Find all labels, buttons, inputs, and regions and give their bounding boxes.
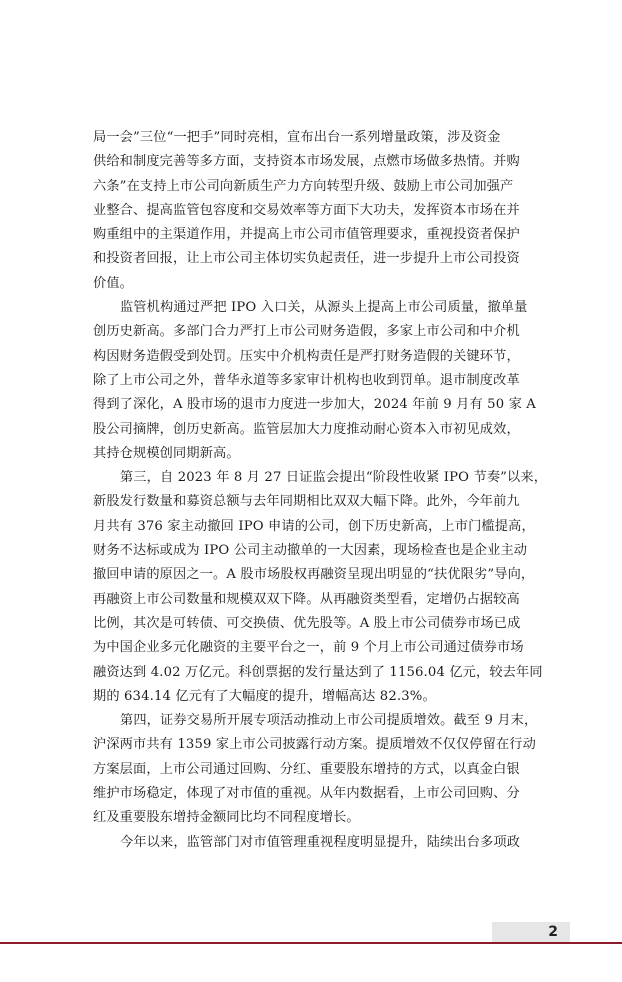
text-line: 月共有 376 家主动撤回 IPO 申请的公司，创下历史新高，上市门槛提高，: [93, 518, 535, 534]
text-line: 新股发行数量和募资总额与去年同期相比双双大幅下降。此外，今年前九: [93, 494, 520, 510]
text-line: 红及重要股东增持金额同比均不同程度增长。: [93, 810, 360, 826]
text-line: 财务不达标或成为 IPO 公司主动撤单的一大因素，现场检查也是企业主动: [93, 543, 528, 559]
text-line: 业整合、提高监管包容度和交易效率等方面下大功夫，发挥资本市场在并: [93, 202, 520, 218]
page-number-box: [492, 922, 570, 942]
text-line: 构因财务造假受到处罚。压实中介机构责任是严打财务造假的关键环节，: [93, 348, 520, 364]
text-line: 创历史新高。多部门合力严打上市公司财务造假，多家上市公司和中介机: [93, 324, 520, 340]
text-line: 沪深两市共有 1359 家上市公司披露行动方案。提质增效不仅仅停留在行动: [93, 737, 536, 753]
text-line: 为中国企业多元化融资的主要平台之一，前 9 个月上市公司通过债券市场: [93, 640, 524, 656]
text-line: 得到了深化，A 股市场的退市力度进一步加大，2024 年前 9 月有 50 家 A: [93, 397, 536, 413]
text-line: 供给和制度完善等多方面，支持资本市场发展，点燃市场做多热情。并购: [93, 154, 520, 170]
text-line: 局一会”三位“一把手”同时亮相，宣布出台一系列增量政策，涉及资金: [93, 130, 501, 145]
text-line: 六条”在支持上市公司向新质生产力方向转型升级、鼓励上市公司加强产: [93, 178, 514, 194]
text-line: 撤回申请的原因之一。A 股市场股权再融资呈现出明显的“扶优限劣”导向，: [93, 567, 535, 583]
text-line: 维护市场稳定，体现了对市值的重视。从年内数据看，上市公司回购、分: [93, 786, 520, 802]
text-line: 价值。: [93, 275, 134, 291]
text-line: 比例，其次是可转债、可交换债、优先股等。A 股上市公司债券市场已成: [93, 615, 521, 631]
text-line: 股公司摘牌，创历史新高。监管层加大力度推动耐心资本入市初见成效，: [93, 421, 520, 437]
text-line: 除了上市公司之外，普华永道等多家审计机构也收到罚单。退市制度改革: [93, 372, 520, 388]
text-line: 其持仓规模创同期新高。: [93, 445, 240, 461]
footer-rule: [0, 942, 622, 944]
text-line: 第四，证券交易所开展专项活动推动上市公司提质增效。截至 9 月末，: [120, 713, 538, 729]
text-line: 今年以来，监管部门对市值管理重视程度明显提升，陆续出台多项政: [120, 834, 521, 850]
text-line: 再融资上市公司数量和规模双双下降。从再融资类型看，定增仍占据较高: [93, 591, 520, 607]
body-text: [93, 126, 563, 855]
text-line: 期的 634.14 亿元有了大幅度的提升，增幅高达 82.3%。: [93, 688, 436, 704]
text-line: 方案层面，上市公司通过回购、分红、重要股东增持的方式，以真金白银: [93, 761, 520, 777]
page-number: 2: [548, 924, 558, 940]
text-line: 和投资者回报，让上市公司主体切实负起责任，进一步提升上市公司投资: [93, 251, 520, 267]
text-line: 监管机构通过严把 IPO 入口关，从源头上提高上市公司质量，撤单量: [120, 300, 528, 316]
text-line: 融资达到 4.02 万亿元。科创票据的发行量达到了 1156.04 亿元，较去年同: [93, 664, 543, 680]
text-line: 第三，自 2023 年 8 月 27 日证监会提出“阶段性收紧 IPO 节奏”以来，: [120, 470, 548, 486]
text-line: 购重组中的主渠道作用，并提高上市公司市值管理要求，重视投资者保护: [93, 227, 520, 243]
